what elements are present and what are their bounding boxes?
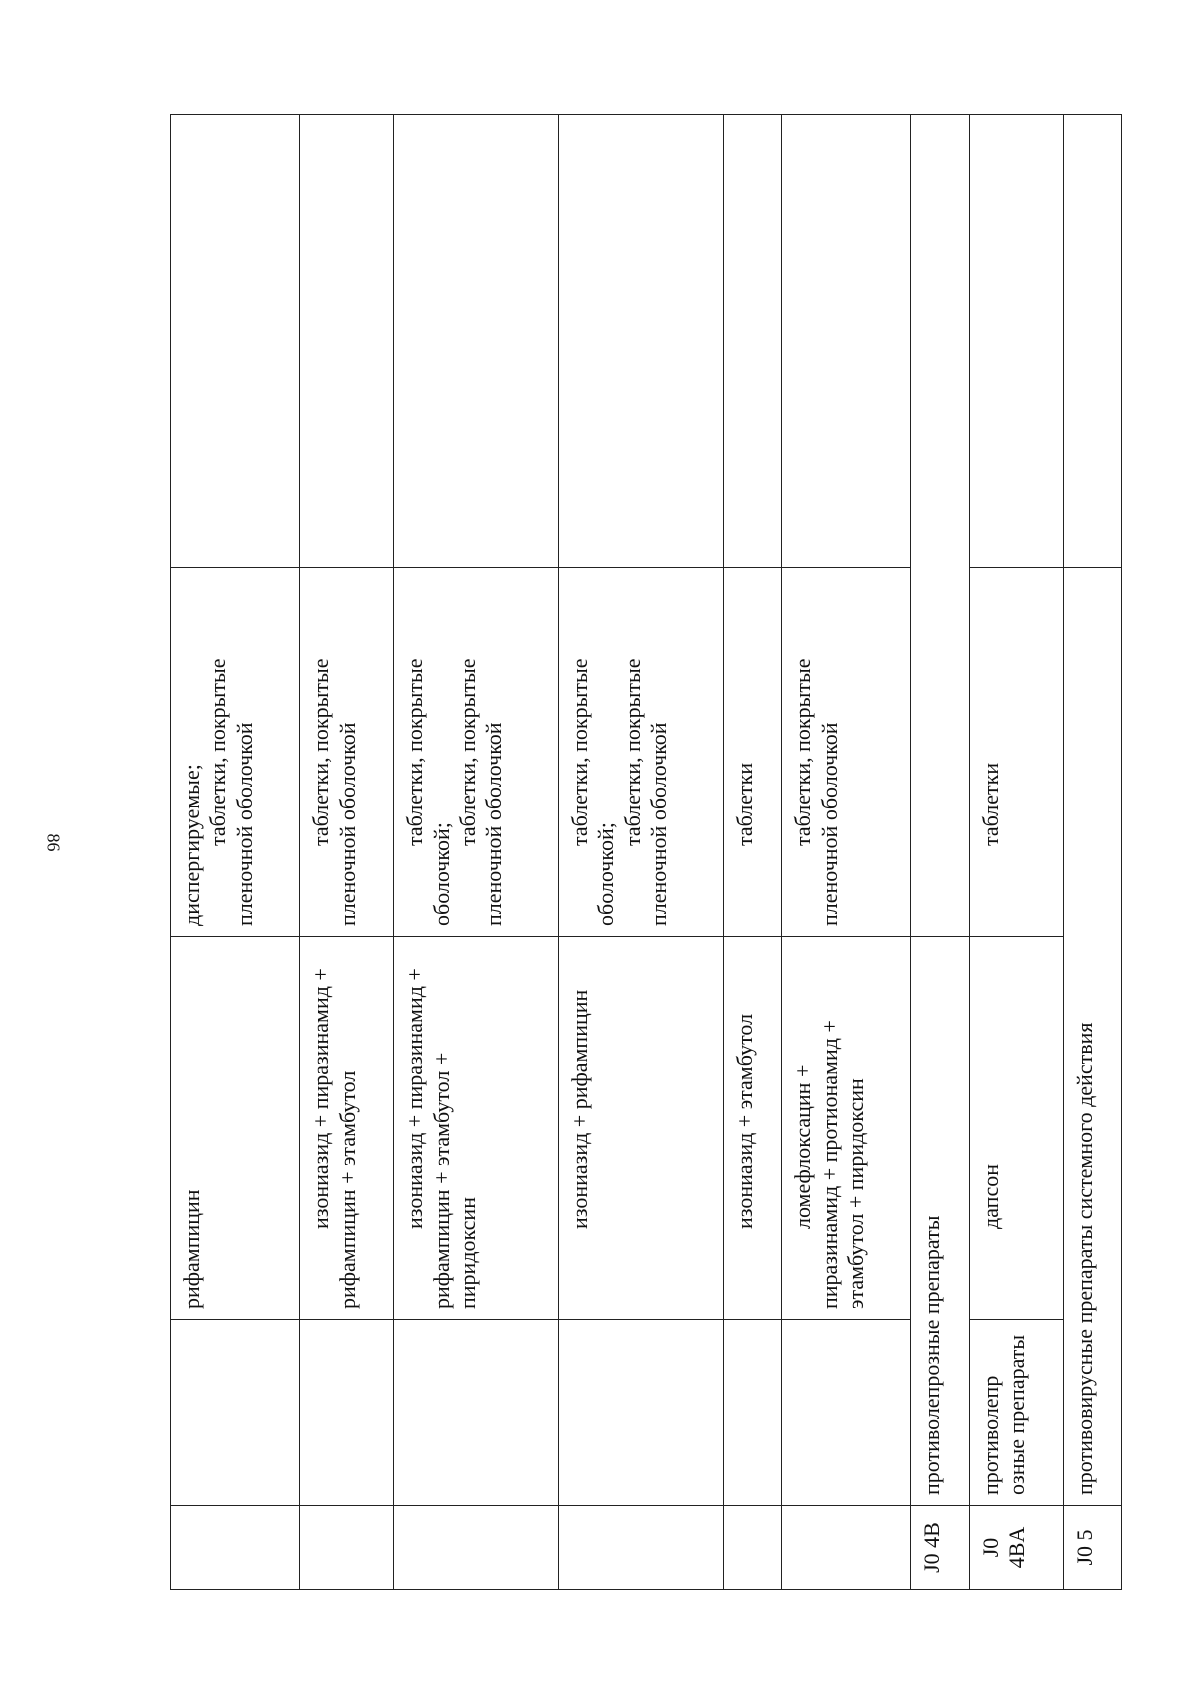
code-cell (171, 1506, 300, 1590)
group-name: противовирусные препараты системного действия (1063, 568, 1121, 1506)
table-row (723, 115, 781, 1590)
rotated-page-content (170, 115, 1122, 1590)
drug-name-cell: изониазид + рифампицин (558, 937, 723, 1320)
atc-code: J0 4B (911, 1506, 969, 1590)
subgroup-name: противолепр озные препараты (969, 1320, 1063, 1506)
drug-name-cell: изониазид + этамбутол (723, 937, 781, 1320)
dosage-form-cell: диспергируемые; таблетки, покрытые пленочной оболочкой (171, 568, 300, 937)
group-name: противолепрозные препараты (911, 937, 969, 1506)
dosage-form-cell: таблетки (969, 568, 1063, 937)
dosage-form-cell: таблетки, покрытые пленочной оболочкой (300, 568, 394, 937)
empty-cell (171, 115, 300, 568)
drug-list-table (170, 114, 1122, 1590)
table-row-j05 (1063, 115, 1121, 1590)
table-row-j04ba (969, 115, 1063, 1590)
table-row (558, 115, 723, 1590)
drug-name-cell: ломефлоксацин + пиразинамид + протионамид + этамбутол + пиридоксин (782, 937, 911, 1320)
table-row (171, 115, 300, 1590)
drug-name-cell: дапсон (969, 937, 1063, 1320)
table-row (300, 115, 394, 1590)
drug-name-cell: изониазид + пиразинамид + рифампицин + этамбутол (300, 937, 394, 1320)
page-number: 86 (43, 833, 64, 852)
dosage-form-cell: таблетки, покрытые пленочной оболочкой (782, 568, 911, 937)
dosage-form-cell: таблетки, покрытые оболочкой; таблетки, покрытые пленочной оболочкой (394, 568, 559, 937)
atc-code: J0 4BA (969, 1506, 1063, 1590)
subgroup-cell (171, 1320, 300, 1506)
dosage-form-cell: таблетки (723, 568, 781, 937)
drug-name-cell: изониазид + пиразинамид + рифампицин + этамбутол + пиридоксин (394, 937, 559, 1320)
table-row-j04b (911, 115, 969, 1590)
dosage-form-cell: таблетки, покрытые оболочкой; таблетки, покрытые пленочной оболочкой (558, 568, 723, 937)
table-row (782, 115, 911, 1590)
drug-name-cell: рифампицин (171, 937, 300, 1320)
atc-code: J0 5 (1063, 1506, 1121, 1590)
table-row (394, 115, 559, 1590)
